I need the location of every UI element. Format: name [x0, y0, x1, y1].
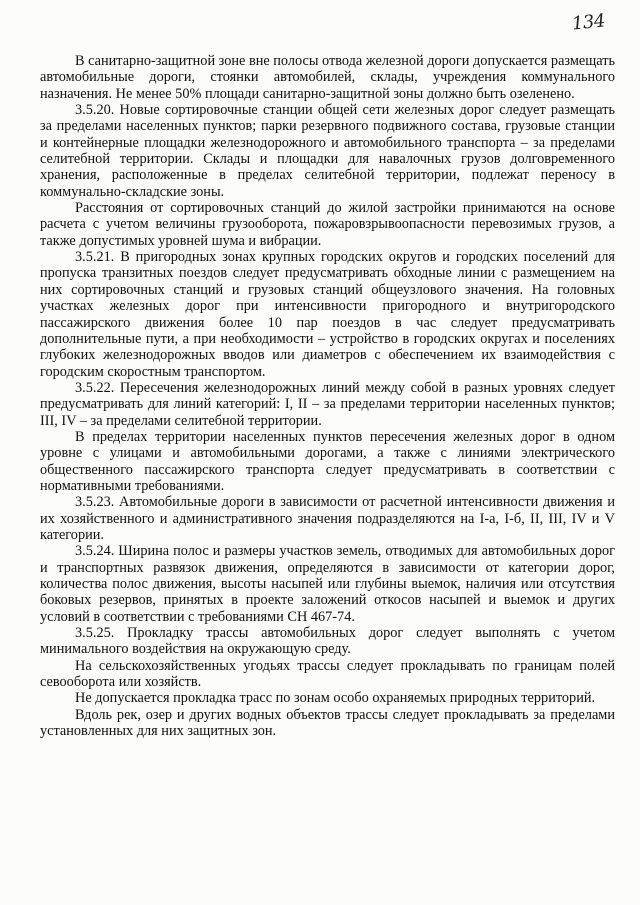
paragraph-water-protection-zones: Вдоль рек, озер и других водных объектов трассы следует прокладывать за пределами установленных для них защитных зон.	[40, 706, 615, 740]
paragraph-sorting-station-distances: Расстояния от сортировочных станций до жилой застройки принимаются на основе расчета с учетом величины грузооборота, пожаровзрывоопасности перевозимых грузов, а также допустимых уровней шума и вибрации.	[40, 200, 615, 249]
paragraph-3-5-24: 3.5.24. Ширина полос и размеры участков земель, отводимых для автомобильных дорог и транспортных развязок движения, определяются в зависимости от категории дорог, количества полос движения, высоты насыпей или глубины выемок, наличия или отсутствия боковых резервов, принятых в проекте заложений откосов насыпей и выемок и других условий в соответствии с требованиями СН 467-74.	[40, 543, 615, 625]
page-number: 134	[570, 10, 606, 35]
paragraph-3-5-22: 3.5.22. Пересечения железнодорожных линий между собой в разных уровнях следует предусматривать для линий категорий: I, II – за пределами территории населенных пунктов; III, IV – за пределами селитебной территории.	[40, 379, 615, 429]
document-body	[40, 53, 615, 739]
paragraph-3-5-20: 3.5.20. Новые сортировочные станции общей сети железных дорог следует размещать за пределами населенных пунктов; парки резервного подвижного состава, грузовые станции и контейнерные площадки железнодорожного и автомобильного транспорта – за пределами селитебной территории. Склады и площадки для навалочных грузов долговременного хранения, расположенные в пределах селитебной территории, подлежат переносу в коммунально-складские зоны.	[40, 102, 615, 200]
paragraph-agricultural-land: На сельскохозяйственных угодьях трассы следует прокладывать по границам полей севооборота или хозяйств.	[40, 657, 615, 691]
paragraph-sanitary-zone: В санитарно-защитной зоне вне полосы отвода железной дороги допускается размещать автомобильные дороги, стоянки автомобилей, склады, учреждения коммунального назначения. Не менее 50% площади санитарно-защитной зоны должно быть озеленено.	[40, 53, 616, 102]
paragraph-level-crossings: В пределах территории населенных пунктов пересечения железных дорог в одном уровне с улицами и автомобильными дорогами, а также с линиями электрического общественного пассажирского транспорта следует предусматривать в соответствии с нормативными требованиями.	[40, 428, 615, 494]
paragraph-3-5-25: 3.5.25. Прокладку трассы автомобильных дорог следует выполнять с учетом минимального воздействия на окружающую среду.	[40, 625, 615, 658]
paragraph-3-5-21: 3.5.21. В пригородных зонах крупных городских округов и городских поселений для пропуска транзитных поездов следует предусматривать обходные линии с размещением на них сортировочных станций и грузовых станций общеузлового значения. На головных участках железных дорог при интенсивности пригородного и внутригородского пассажирского движения более 10 пар поездов в час следует предусматривать дополнительные пути, а при необходимости – устройство в городских округах и поселениях глубоких железнодорожных вводов или диаметров с обеспечением их взаимодействия с городским скоростным транспортом.	[40, 249, 615, 380]
paragraph-3-5-23: 3.5.23. Автомобильные дороги в зависимости от расчетной интенсивности движения и их хозяйственного и административного значения подразделяются на I-а, I-б, II, III, IV и V категории.	[40, 494, 615, 543]
paragraph-protected-areas: Не допускается прокладка трасс по зонам особо охраняемых природных территорий.	[75, 690, 596, 707]
